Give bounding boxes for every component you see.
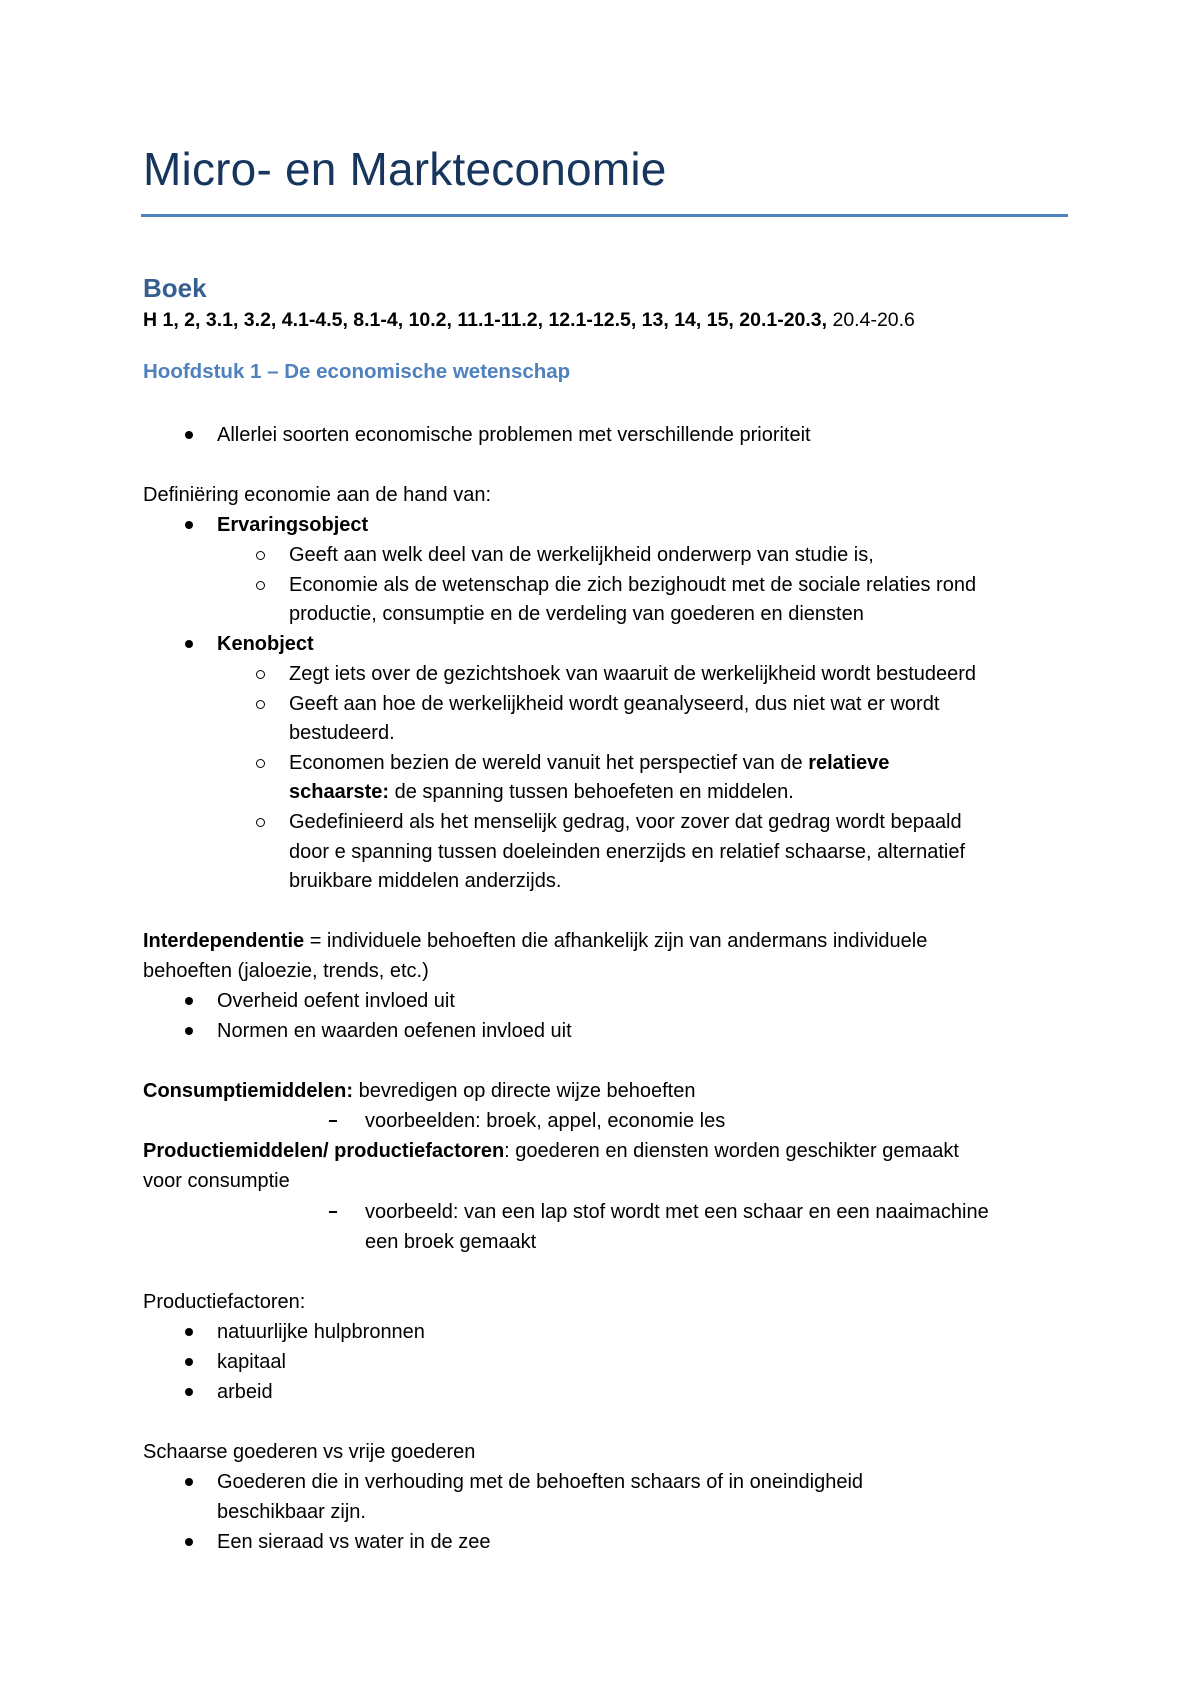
consumptiemiddelen-term: Consumptiemiddelen: xyxy=(143,1080,354,1102)
kenobject-item: Geeft aan hoe de werkelijkheid wordt geanalyseerd, dus niet wat er wordt xyxy=(289,693,940,715)
kenobject-item-cont xyxy=(289,777,794,807)
sub-bullet-icon xyxy=(256,818,265,827)
bullet-icon xyxy=(185,997,193,1005)
kenobject-item-cont: door e spanning tussen doeleinden enerzijds en relatief schaarse, alternatief xyxy=(289,841,965,863)
interdependentie-term: Interdependentie xyxy=(143,930,305,952)
title-underline xyxy=(141,214,1068,217)
bullet-icon xyxy=(185,431,193,439)
book-heading: Boek xyxy=(143,273,207,303)
definition-intro: Definiëring economie aan de hand van: xyxy=(143,484,492,506)
sub-bullet-icon xyxy=(256,759,265,768)
consumptiemiddelen-def: bevredigen op directe wijze behoeften xyxy=(353,1080,696,1102)
interdependentie-definition xyxy=(143,926,927,956)
schaarse-item: Een sieraad vs water in de zee xyxy=(217,1531,491,1553)
dash-icon xyxy=(329,1120,337,1122)
schaarse-heading: Schaarse goederen vs vrije goederen xyxy=(143,1441,476,1463)
chapter1-heading: Hoofdstuk 1 – De economische wetenschap xyxy=(143,360,571,383)
productiemiddelen-definition-cont: voor consumptie xyxy=(143,1170,290,1192)
intro-bullet: Allerlei soorten economische problemen met verschillende prioriteit xyxy=(217,424,811,446)
kenobject-item: Zegt iets over de gezichtshoek van waaruit de werkelijkheid wordt bestudeerd xyxy=(289,663,977,685)
productiefactoren-heading: Productiefactoren: xyxy=(143,1291,306,1313)
productiefactor-item: kapitaal xyxy=(217,1351,286,1373)
dash-icon xyxy=(329,1211,337,1213)
consumptiemiddelen-definition xyxy=(143,1076,695,1106)
kenobject-item: Gedefinieerd als het menselijk gedrag, voor zover dat gedrag wordt bepaald xyxy=(289,811,962,833)
kenobject-text: Economen bezien de wereld vanuit het perspectief van de xyxy=(289,752,809,774)
kenobject-bold-term: relatieve xyxy=(808,752,890,774)
productiefactor-item: natuurlijke hulpbronnen xyxy=(217,1321,425,1343)
sub-bullet-icon xyxy=(256,670,265,679)
consumptiemiddelen-example: voorbeelden: broek, appel, economie les xyxy=(365,1110,726,1132)
document-title: Micro- en Markteconomie xyxy=(143,143,667,195)
sub-bullet-icon xyxy=(256,581,265,590)
chapters-bold: H 1, 2, 3.1, 3.2, 4.1-4.5, 8.1-4, 10.2, 11.1-11.2, 12.1-12.5, 13, 14, 15, 20.1-20.3, xyxy=(143,309,828,331)
ervaringsobject-item: Economie als de wetenschap die zich bezighoudt met de sociale relaties rond xyxy=(289,574,977,596)
interdependentie-bullet: Normen en waarden oefenen invloed uit xyxy=(217,1020,572,1042)
book-chapters xyxy=(143,309,915,332)
kenobject-label: Kenobject xyxy=(217,633,314,655)
kenobject-bold-term: schaarste: xyxy=(289,781,390,803)
bullet-icon xyxy=(185,640,193,648)
kenobject-item xyxy=(289,748,889,778)
bullet-icon xyxy=(185,1388,193,1396)
productiemiddelen-def: : goederen en diensten worden geschikter gemaakt xyxy=(504,1140,959,1162)
bullet-icon xyxy=(185,1328,193,1336)
bullet-icon xyxy=(185,1358,193,1366)
interdependentie-def: = individuele behoeften die afhankelijk zijn van andermans individuele xyxy=(304,930,928,952)
schaarse-item: Goederen die in verhouding met de behoeften schaars of in oneindigheid xyxy=(217,1471,864,1493)
interdependentie-definition-cont: behoeften (jaloezie, trends, etc.) xyxy=(143,960,429,982)
kenobject-text: de spanning tussen behoefeten en middelen. xyxy=(389,781,794,803)
ervaringsobject-item: Geeft aan welk deel van de werkelijkheid onderwerp van studie is, xyxy=(289,544,874,566)
ervaringsobject-label: Ervaringsobject xyxy=(217,514,369,536)
interdependentie-bullet: Overheid oefent invloed uit xyxy=(217,990,455,1012)
sub-bullet-icon xyxy=(256,700,265,709)
productiemiddelen-definition xyxy=(143,1136,959,1166)
bullet-icon xyxy=(185,1027,193,1035)
sub-bullet-icon xyxy=(256,551,265,560)
bullet-icon xyxy=(185,521,193,529)
kenobject-item-cont: bruikbare middelen anderzijds. xyxy=(289,870,562,892)
ervaringsobject-item-cont: productie, consumptie en de verdeling van goederen en diensten xyxy=(289,603,864,625)
productiemiddelen-term: Productiemiddelen/ productiefactoren xyxy=(143,1140,505,1162)
chapters-normal: 20.4-20.6 xyxy=(827,309,915,331)
kenobject-item-cont: bestudeerd. xyxy=(289,722,395,744)
productiefactor-item: arbeid xyxy=(217,1381,273,1403)
productiemiddelen-example: voorbeeld: van een lap stof wordt met een schaar en een naaimachine xyxy=(365,1201,989,1223)
productiemiddelen-example-cont: een broek gemaakt xyxy=(365,1231,537,1253)
bullet-icon xyxy=(185,1478,193,1486)
schaarse-item-cont: beschikbaar zijn. xyxy=(217,1501,366,1523)
bullet-icon xyxy=(185,1538,193,1546)
